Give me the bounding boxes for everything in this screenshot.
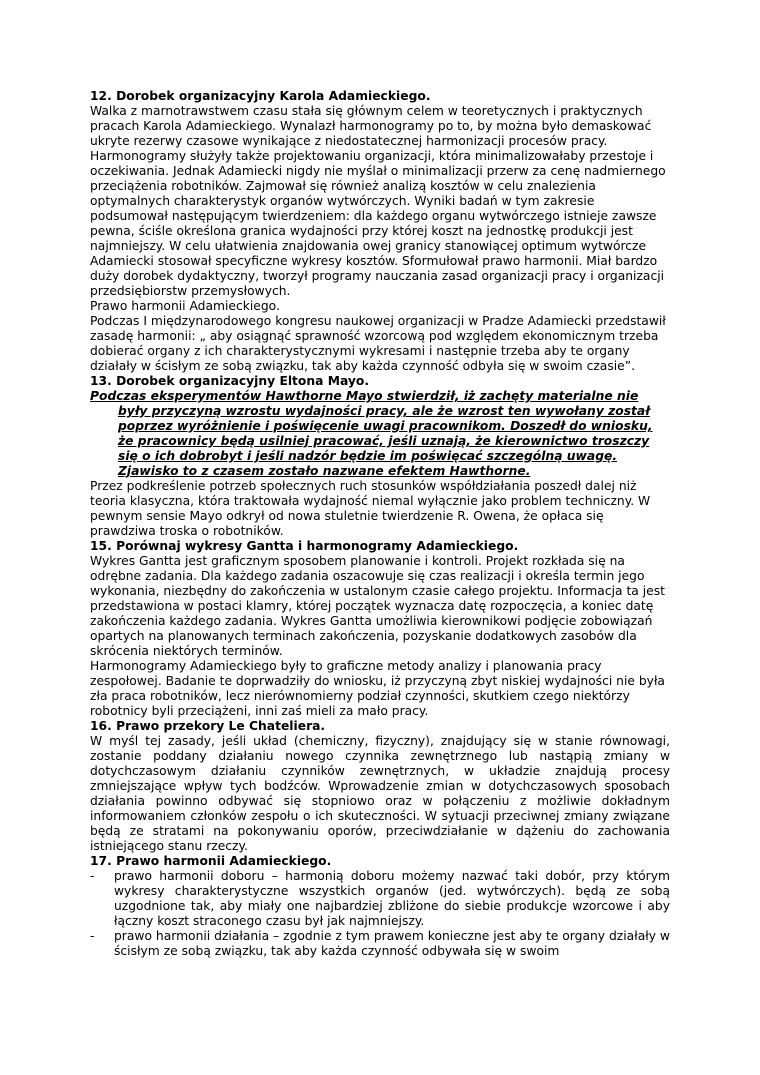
list-item (90, 929, 670, 959)
section-15-heading: 15. Porównaj wykresy Gantta i harmonogramy Adamieckiego. (90, 539, 519, 553)
section-15-paragraph-2: Harmonogramy Adamieckiego były to graficzne metody analizy i planowania pracy zespołowej. Badanie te doprwadziły do wniosku, iż przyczyną zbyt niskiej wydajności nie była zła praca robotników, lecz nierównomierny podział czynności, skutkiem czego niektórzy robotnicy byli przeciążeni, inni zaś mieli za mało pracy. (90, 659, 665, 718)
list-item-text: prawo harmonii działania – zgodnie z tym prawem konieczne jest aby te organy działały w ścisłym ze sobą związku, tak aby każda czynność odbywała się w swoim (114, 929, 670, 958)
section-12-paragraph-2: Prawo harmonii Adamieckiego. (90, 299, 280, 313)
dash-bullet: - (90, 929, 95, 943)
list-item (90, 869, 670, 929)
dash-bullet: - (90, 869, 95, 883)
section-15-paragraph-1: Wykres Gantta jest graficznym sposobem planowanie i kontroli. Projekt rozkłada się na odrębne zadania. Dla każdego zadania oszacowuje się czas realizacji i określa termin jego wykonania, niezbędny do zakończenia w ustalonym czasie całego projektu. Informacja ta jest przedstawiona w postaci klamry, której początek wyznacza datę rozpoczęcia, a koniec datę zakończenia każdego zadania. Wykres Gantta umożliwia kierownikowi podjęcie zobowiązań opartych na planowanych terminach zakończenia, pozyskanie dodatkowych zasobów dla skrócenia niektórych terminów. (90, 554, 665, 658)
section-13-emphasis: Podczas eksperymentów Hawthorne Mayo stwierdził, iż zachęty materialne nie były przyczyną wzrostu wydajności pracy, ale że wzrost ten wywołany został poprzez wyróżnienie i poświęcenie uwagi pracownikom. Doszedł do wniosku, że pracownicy będą usilniej pracować, jeśli uznają, że kierownictwo troszczy się o ich dobrobyt i jeśli nadzór będzie im poświęcać szczególną uwagę. Zjawisko to z czasem zostało nazwane efektem Hawthorne. (90, 389, 653, 478)
section-16-heading: 16. Prawo przekory Le Chateliera. (90, 719, 326, 733)
list-item-text: prawo harmonii doboru – harmonią doboru możemy nazwać taki dobór, przy którym wykresy charakterystyczne wszystkich organów (jed. wytwórczych). będą ze sobą uzgodnione tak, aby miały one najbardziej zbliżone do siebie produkcje wzorcowe i aby łączny koszt straconego czasu był jak najmniejszy. (114, 869, 670, 928)
section-12-paragraph-3: Podczas I międzynarodowego kongresu naukowej organizacji w Pradze Adamiecki przedstawił zasadę harmonii: „ aby osiągnąć sprawność wzorcową pod względem ekonomicznym trzeba dobierać organy z ich charakterystycznymi wykresami i następnie trzeba aby te organy działały w ścisłym ze sobą związku, tak aby każda czynność odbyła się w swoim czasie”. (90, 314, 666, 373)
section-12-paragraph-1: Walka z marnotrawstwem czasu stała się głównym celem w teoretycznych i praktycznych pracach Karola Adamieckiego. Wynalazł harmonogramy po to, by można było demaskować ukryte rezerwy czasowe wynikające z niedostatecznej harmonizacji procesów pracy. Harmonogramy służyły także projektowaniu organizacji, która minimalizowałaby przestoje i oczekiwania. Jednak Adamiecki nigdy nie myślał o minimalizacji przerw za cenę nadmiernego przeciążenia robotników. Zajmował się również analizą kosztów w celu znalezienia optymalnych charakterystyk organów wytwórczych. Wyniki badań w tym zakresie podsumował następującym twierdzeniem: dla każdego organu wytwórczego istnieje zawsze pewna, ściśle określona granica wydajności przy której koszt na jednostkę produkcji jest najmniejszy. W celu ułatwienia znajdowania owej granicy stanowiącej optimum wytwórcze Adamiecki stosował specyficzne wykresy kosztów. Sformułował prawo harmonii. Miał bardzo duży dorobek dydaktyczny, tworzył programy nauczania zasad organizacji pracy i organizacji przedsiębiorstw przemysłowych. (90, 104, 666, 298)
document-page (90, 89, 670, 959)
section-13-paragraph-1: Przez podkreślenie potrzeb społecznych ruch stosunków współdziałania poszedł dalej niż teoria klasyczna, która traktowała wydajność niemal wyłącznie jako problem techniczny. W pewnym sensie Mayo odkrył od nowa stuletnie twierdzenie R. Owena, że opłaca się prawdziwa troska o robotników. (90, 479, 651, 538)
section-16-paragraph-1: W myśl tej zasady, jeśli układ (chemiczny, fizyczny), znajdujący się w stanie równowagi, zostanie poddany działaniu nowego czynnika zewnętrznego lub nastąpią zmiany w dotychczasowym działaniu czynników zewnętrznych, w układzie znajdują procesy zmniejszające wpływ tych bodźców. Wprowadzenie zmian w dotychczasowych sposobach działania powinno odbywać się stopniowo oraz w połączeniu z możliwie dokładnym informowaniem członków zespołu o ich skuteczności. W sytuacji przeciwnej zmiany związane będą ze stratami na pokonywaniu oporów, przeciwdziałanie w dążeniu do zachowania istniejącego stanu rzeczy. (90, 734, 670, 853)
section-13-heading: 13. Dorobek organizacyjny Eltona Mayo. (90, 374, 370, 388)
section-12-heading: 12. Dorobek organizacyjny Karola Adamieckiego. (90, 89, 431, 103)
section-17-list (90, 869, 670, 959)
section-17-heading: 17. Prawo harmonii Adamieckiego. (90, 854, 332, 868)
